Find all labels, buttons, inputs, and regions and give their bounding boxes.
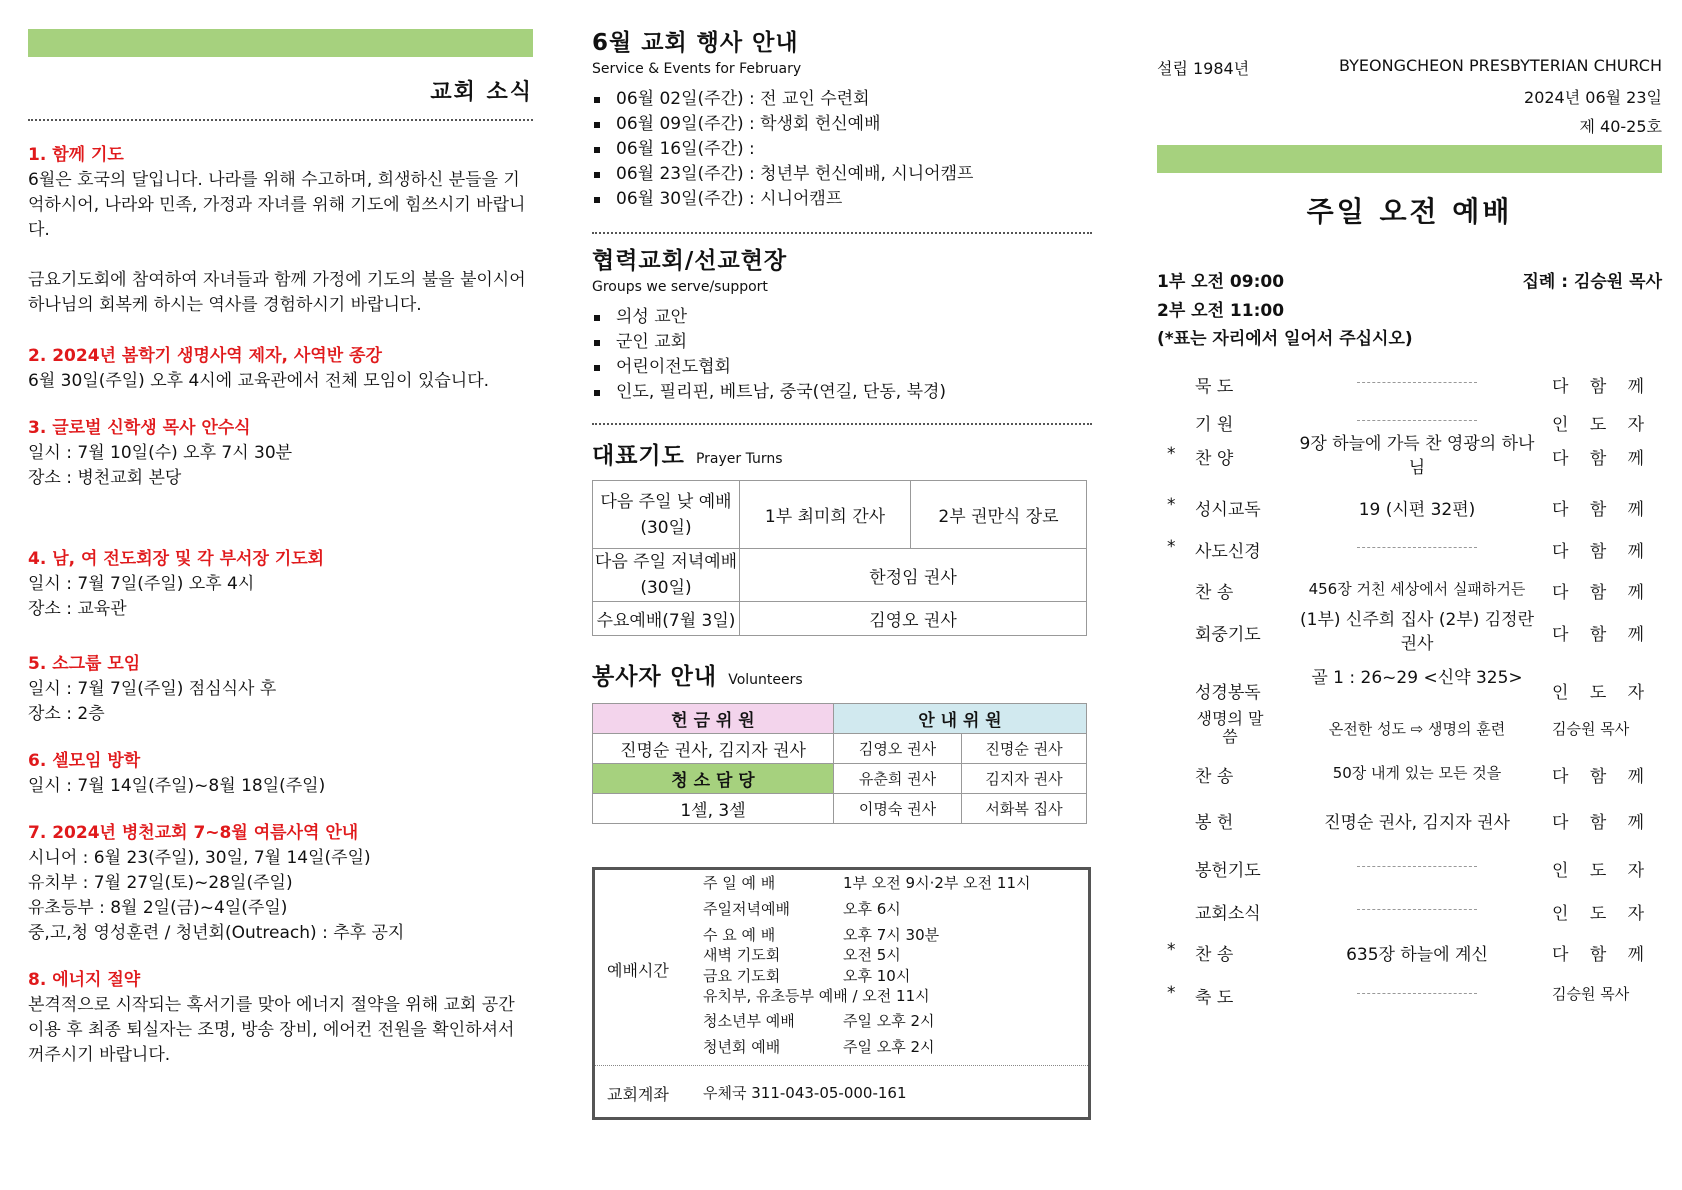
- order-item-detail: 온전한 성도 ⇨ 생명의 훈련: [1328, 720, 1506, 738]
- order-item-detail: 456장 거친 세상에서 실패하거든: [1308, 580, 1526, 598]
- news-heading: 8. 에너지 절약: [28, 970, 141, 990]
- church-news-column: [28, 0, 533, 1068]
- order-item-name: 교회소식: [1195, 904, 1261, 924]
- offering-head: 헌 금 위 원: [593, 704, 834, 734]
- standing-mark: *: [1167, 537, 1176, 557]
- news-text: 6월은 호국의 달입니다. 나라를 위해 수고하며, 희생하신 분들을 기억하시어, 나라와 민족, 가정과 자녀를 위해 기도에 힘쓰시기 바랍니다.: [28, 170, 526, 240]
- church-name: BYEONGCHEON PRESBYTERIAN CHURCH: [1339, 56, 1662, 75]
- header-bar: [1157, 145, 1662, 173]
- order-item-leader: 김승원 목사: [1552, 720, 1630, 738]
- news-heading: 5. 소그룹 모임: [28, 654, 141, 674]
- divider: [592, 423, 1092, 425]
- prayer-cell: 한정임 권사: [740, 549, 1087, 602]
- event-item: 06월 02일(주간) : 전 교인 수련회: [592, 87, 1092, 112]
- service-leader: 집례 : 김승원 목사: [1522, 272, 1662, 292]
- worship-time: 오후 10시: [843, 967, 911, 985]
- news-text: 유치부 : 7월 27일(토)~28일(주일): [28, 873, 293, 893]
- order-item-leader: 다 함 께: [1552, 500, 1653, 520]
- news-text: 장소 : 병천교회 본당: [28, 468, 182, 488]
- order-item-name: 기 원: [1195, 415, 1234, 435]
- events-list: [592, 87, 1092, 212]
- usher-name: 유춘희 권사: [834, 764, 962, 794]
- order-item-name: 찬 송: [1195, 767, 1234, 787]
- order-item-leader: 인 도 자: [1552, 861, 1653, 881]
- news-heading: 4. 남, 여 전도회장 및 각 부서장 기도회: [28, 549, 325, 569]
- news-text: 유초등부 : 8월 2일(금)~4일(주일): [28, 898, 288, 918]
- order-item-leader: 인 도 자: [1552, 415, 1653, 435]
- blank-line: [1357, 909, 1477, 910]
- worship-time-row: [703, 898, 1083, 919]
- standing-mark: *: [1167, 983, 1176, 1003]
- worship-time-row: [703, 1010, 1083, 1031]
- news-heading: 2. 2024년 봄학기 생명사역 제자, 사역반 종강: [28, 346, 382, 366]
- partner-item: 군인 교회: [592, 330, 1092, 355]
- order-item-detail: [1297, 372, 1537, 383]
- worship-time: 오후 6시: [843, 900, 901, 918]
- news-text: 6월 30일(주일) 오후 4시에 교육관에서 전체 모임이 있습니다.: [28, 371, 490, 391]
- order-item-leader: 김승원 목사: [1552, 985, 1630, 1003]
- partners-title: 협력교회/선교현장: [592, 248, 788, 274]
- worship-name: 수 요 예 배: [703, 926, 776, 944]
- worship-name: 청소년부 예배: [703, 1012, 795, 1030]
- news-text: 금요기도회에 참여하여 자녀들과 함께 가정에 기도의 불을 붙이시어 하나님의 회복케 하시는 역사를 경험하시기 바랍니다.: [28, 270, 526, 315]
- bulletin-date: 2024년 06월 23일: [1524, 88, 1662, 107]
- usher-name: 이명숙 권사: [834, 794, 962, 824]
- order-item-name: 찬 송: [1195, 945, 1234, 965]
- prayer-cell: 수요예배(7월 3일): [593, 602, 740, 636]
- usher-name: 진명순 권사: [962, 734, 1087, 764]
- worship-time-row: [703, 944, 1083, 965]
- order-item-detail: [1297, 537, 1537, 548]
- prayer-cell: 다음 주일 저녁예배(30일): [593, 549, 740, 602]
- prayer-subtitle: Prayer Turns: [695, 451, 783, 467]
- prayer-cell: 다음 주일 낮 예배(30일): [593, 481, 740, 549]
- news-heading: 6. 셀모임 방학: [28, 751, 141, 771]
- worship-time-row: [703, 924, 1083, 945]
- prayer-cell: 2부 권만식 장로: [911, 481, 1087, 549]
- news-text: 일시 : 7월 10일(수) 오후 7시 30분: [28, 443, 293, 463]
- standing-mark: *: [1167, 495, 1176, 515]
- order-item-name: 찬 양: [1195, 449, 1234, 469]
- news-item: [28, 547, 533, 622]
- usher-name: 김영오 권사: [834, 734, 962, 764]
- order-item-detail: 진명순 권사, 김지자 권사: [1324, 813, 1510, 833]
- worship-name: 유치부, 유초등부 예배 / 오전 11시: [703, 987, 930, 1005]
- prayer-table: [592, 480, 1087, 636]
- events-column: [592, 0, 1092, 1120]
- usher-name: 서화복 집사: [962, 794, 1087, 824]
- news-item: [28, 652, 533, 727]
- news-text: 시니어 : 6월 23(주일), 30일, 7월 14일(주일): [28, 848, 371, 868]
- cleaning-head: 청 소 담 당: [593, 764, 834, 794]
- blank-line: [1357, 382, 1477, 383]
- service-time-2: 2부 오전 11:00: [1157, 301, 1285, 321]
- header-bar: [28, 29, 533, 57]
- service-time-1: 1부 오전 09:00: [1157, 272, 1285, 292]
- offering-names: 진명순 권사, 김지자 권사: [593, 734, 834, 764]
- news-heading: 3. 글로벌 신학생 목사 안수식: [28, 418, 251, 438]
- event-item: 06월 16일(주간) :: [592, 137, 1092, 162]
- prayer-cell: 김영오 권사: [740, 602, 1087, 636]
- order-item-leader: 인 도 자: [1552, 904, 1653, 924]
- order-item-name: 사도신경: [1195, 542, 1261, 562]
- news-text: 장소 : 2층: [28, 704, 105, 724]
- news-heading: 7. 2024년 병천교회 7~8월 여름사역 안내: [28, 823, 359, 843]
- events-title: 6월 교회 행사 안내: [592, 30, 799, 56]
- order-item-detail: [1297, 410, 1537, 421]
- event-item: 06월 23일(주간) : 청년부 헌신예배, 시니어캠프: [592, 162, 1092, 187]
- worship-time-row: [703, 965, 1083, 986]
- order-item-leader: 다 함 께: [1552, 377, 1653, 397]
- order-item-detail: [1297, 899, 1537, 910]
- worship-name: 주일저녁예배: [703, 900, 790, 918]
- order-item-leader: 다 함 께: [1552, 945, 1653, 965]
- order-item-detail: 골 1 : 26~29 <신약 325>: [1311, 668, 1523, 688]
- blank-line: [1357, 547, 1477, 548]
- event-item: 06월 09일(주간) : 학생회 헌신예배: [592, 112, 1092, 137]
- news-text: 본격적으로 시작되는 혹서기를 맞아 에너지 절약을 위해 교회 공간 이용 후 최종 퇴실자는 조명, 방송 장비, 에어컨 전원을 확인하셔서 꺼주시기 바랍니다.: [28, 995, 515, 1065]
- volunteers-title: 봉사자 안내: [592, 664, 718, 690]
- standing-note: (*표는 자리에서 일어서 주십시오): [1157, 329, 1413, 349]
- standing-mark: *: [1167, 940, 1176, 960]
- order-item-name: 생명의 말씀: [1196, 709, 1264, 746]
- news-text: 중,고,청 영성훈련 / 청년회(Outreach) : 추후 공지: [28, 923, 405, 943]
- order-item-detail: 635장 하늘에 계신: [1346, 945, 1488, 965]
- worship-time-row: [703, 985, 1083, 1006]
- news-text: 장소 : 교육관: [28, 599, 127, 619]
- order-item-detail: (1부) 신주희 집사 (2부) 김정란 권사: [1300, 610, 1534, 654]
- divider: [595, 1065, 1088, 1066]
- standing-mark: *: [1167, 444, 1176, 464]
- issue-number: 제 40-25호: [1579, 117, 1662, 136]
- founded: 설립 1984년: [1157, 59, 1250, 78]
- order-item-name: 성시교독: [1195, 500, 1261, 520]
- volunteers-table: [592, 703, 1087, 824]
- news-item: [28, 416, 533, 491]
- order-item-leader: 다 함 께: [1552, 542, 1653, 562]
- order-item-detail: 50장 내게 있는 모든 것을: [1332, 764, 1502, 782]
- partner-item: 인도, 필리핀, 베트남, 중국(연길, 단동, 북경): [592, 380, 1092, 405]
- order-item-leader: 다 함 께: [1552, 625, 1653, 645]
- news-list: [28, 143, 533, 1068]
- order-item-detail: 9장 하늘에 가득 찬 영광의 하나님: [1299, 434, 1535, 478]
- worship-time-row: [703, 872, 1083, 893]
- blank-line: [1357, 420, 1477, 421]
- order-item-detail: 19 (시편 32편): [1358, 500, 1476, 520]
- blank-line: [1357, 866, 1477, 867]
- news-item: [28, 968, 533, 1068]
- news-title: 교회 소식: [430, 80, 533, 105]
- order-item-name: 묵 도: [1195, 377, 1234, 397]
- prayer-cell: 1부 최미희 간사: [740, 481, 911, 549]
- event-item: 06월 30일(주간) : 시니어캠프: [592, 187, 1092, 212]
- partner-item: 의성 교안: [592, 305, 1092, 330]
- worship-time: 오후 7시 30분: [843, 926, 940, 944]
- partners-subtitle: Groups we serve/support: [592, 279, 768, 295]
- worship-time: 1부 오전 9시·2부 오전 11시: [843, 874, 1031, 892]
- account-label: 교회계좌: [607, 1085, 669, 1104]
- account-number: 우체국 311-043-05-000-161: [703, 1084, 907, 1102]
- order-item-name: 회중기도: [1195, 625, 1261, 645]
- service-title: 주일 오전 예배: [1306, 195, 1513, 228]
- worship-times-box: [592, 867, 1091, 1120]
- blank-line: [1357, 993, 1477, 994]
- order-item-detail: [1297, 983, 1537, 994]
- news-item: [28, 344, 533, 394]
- order-item-detail: [1297, 856, 1537, 867]
- worship-name: 주 일 예 배: [703, 874, 776, 892]
- order-item-name: 축 도: [1195, 988, 1234, 1008]
- order-item-leader: 다 함 께: [1552, 767, 1653, 787]
- news-text: 일시 : 7월 7일(주일) 점심식사 후: [28, 679, 277, 699]
- cleaning-names: 1셀, 3셀: [593, 794, 834, 824]
- worship-label: 예배시간: [607, 961, 669, 980]
- partner-item: 어린이전도협회: [592, 355, 1092, 380]
- worship-name: 청년회 예배: [703, 1038, 781, 1056]
- order-item-leader: 다 함 께: [1552, 813, 1653, 833]
- order-item-leader: 다 함 께: [1552, 583, 1653, 603]
- order-item-name: 성경봉독: [1195, 683, 1261, 703]
- news-item: [28, 821, 533, 946]
- events-subtitle: Service & Events for February: [592, 61, 802, 77]
- news-heading: 1. 함께 기도: [28, 145, 124, 165]
- order-item-leader: 다 함 께: [1552, 449, 1653, 469]
- divider: [592, 232, 1092, 234]
- news-item: [28, 143, 533, 318]
- order-item-name: 찬 송: [1195, 583, 1234, 603]
- news-text: 일시 : 7월 7일(주일) 오후 4시: [28, 574, 255, 594]
- worship-time-row: [703, 1036, 1083, 1057]
- worship-time: 주일 오후 2시: [843, 1038, 935, 1056]
- news-item: [28, 749, 533, 799]
- partners-list: [592, 305, 1092, 405]
- usher-name: 김지자 권사: [962, 764, 1087, 794]
- worship-time: 주일 오후 2시: [843, 1012, 935, 1030]
- volunteers-subtitle: Volunteers: [728, 672, 803, 688]
- worship-time: 오전 5시: [843, 946, 901, 964]
- worship-name: 금요 기도회: [703, 967, 781, 985]
- worship-name: 새벽 기도회: [703, 946, 781, 964]
- order-item-name: 봉헌기도: [1195, 861, 1261, 881]
- divider: [28, 119, 533, 121]
- prayer-title: 대표기도: [592, 443, 685, 469]
- order-item-name: 봉 헌: [1195, 813, 1234, 833]
- usher-head: 안 내 위 원: [834, 704, 1087, 734]
- order-item-leader: 인 도 자: [1552, 683, 1653, 703]
- news-text: 일시 : 7월 14일(주일)~8월 18일(주일): [28, 776, 326, 796]
